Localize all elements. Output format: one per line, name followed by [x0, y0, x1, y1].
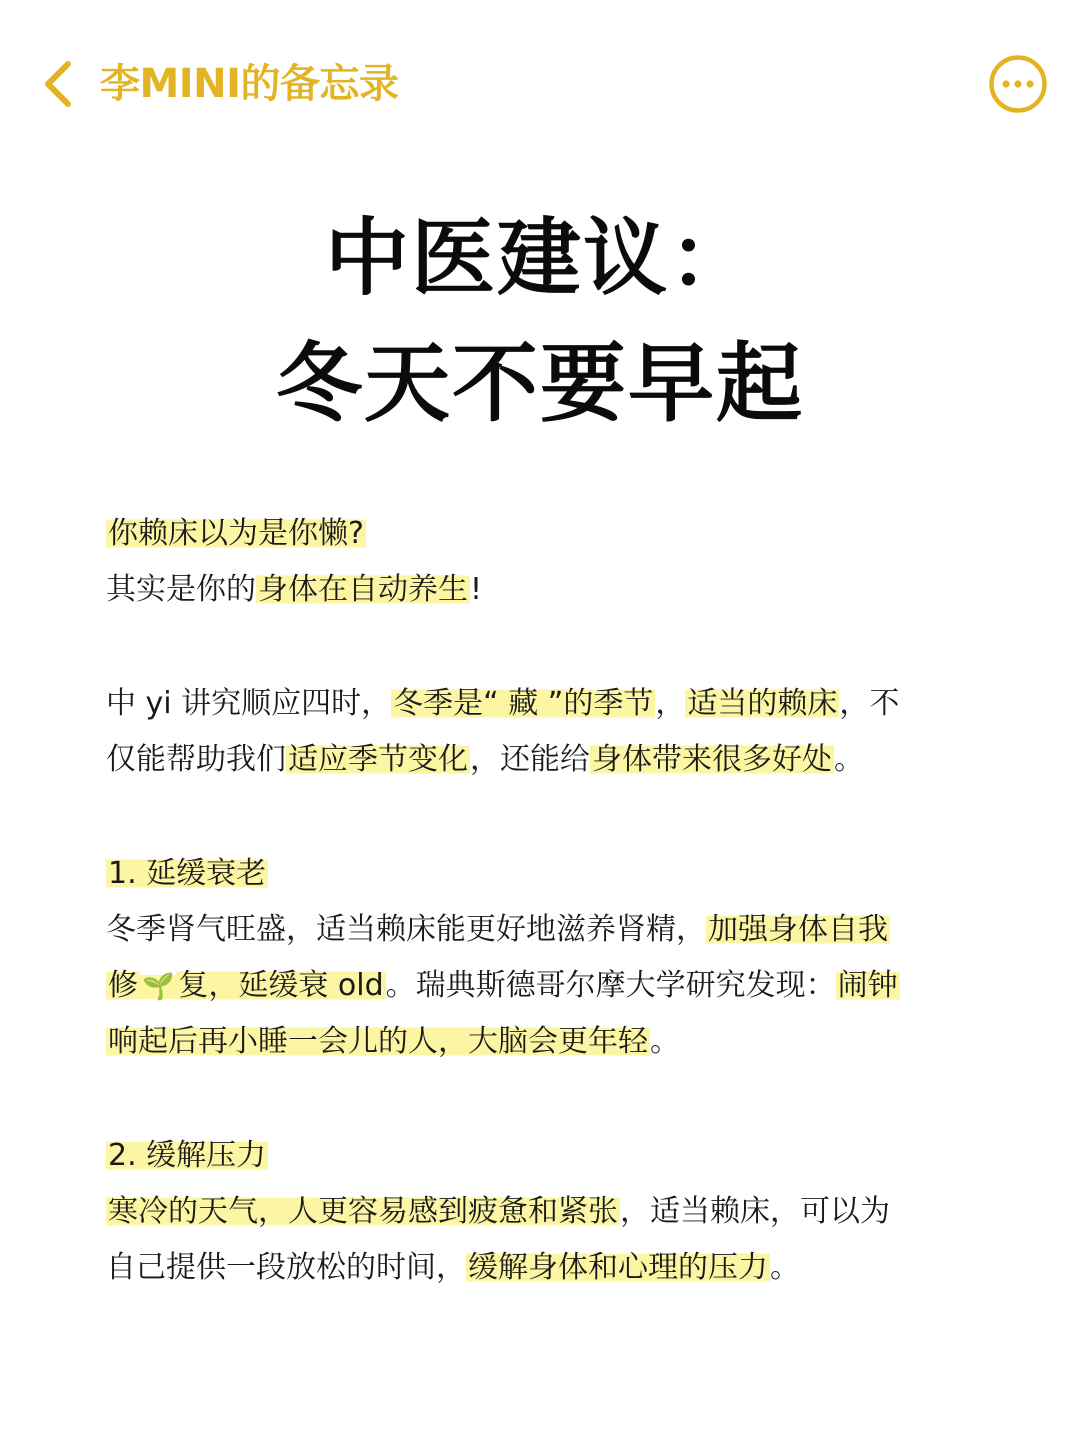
body-text: 。瑞典斯德哥尔摩大学研究发现：: [385, 968, 836, 1003]
section-heading: 2. 缓解压力: [108, 1138, 267, 1173]
body-text: 。: [834, 742, 864, 777]
highlighted-text: 缓解身体和心理的压力: [468, 1250, 768, 1285]
body-text: 自己提供一段放松的时间，: [106, 1250, 466, 1285]
highlighted-text: 复，延缓衰 old: [178, 968, 384, 1003]
section-2-line-2: [106, 1240, 986, 1296]
highlighted-text: 冬季是“ 藏 ”的季节: [393, 686, 654, 721]
section-heading: 1. 延缓衰老: [108, 856, 267, 891]
body-text: !: [470, 572, 483, 607]
body-text: 冬季肾气旺盛，适当赖床能更好地滋养肾精，: [106, 912, 706, 947]
body-text: 仅能帮助我们: [106, 742, 286, 777]
more-horizontal-icon[interactable]: [988, 54, 1048, 114]
body-text: ，不: [839, 686, 900, 721]
body-text: ，还能给: [470, 742, 590, 777]
highlighted-text: 你赖床以为是你懒?: [108, 516, 364, 551]
paragraph-2-line-1: [106, 676, 986, 732]
page-title-line-2: 冬天不要早起: [276, 334, 804, 434]
section-2-heading: [106, 1128, 986, 1184]
section-2-line-1: [106, 1184, 986, 1240]
paragraph-2-line-2: [106, 732, 986, 788]
highlighted-text: 修: [108, 968, 138, 1003]
highlighted-text: 适当的赖床: [687, 686, 838, 721]
highlighted-text: 身体在自动养生: [258, 572, 468, 607]
paragraph-1-line-1: [106, 506, 986, 562]
section-1-line-2: [106, 958, 986, 1014]
section-1-line-1: [106, 902, 986, 958]
highlighted-text: 响起后再小睡一会儿的人，大脑会更年轻: [108, 1024, 648, 1059]
paragraph-1-line-2: [106, 562, 986, 618]
page-title-line-1: 中医建议：: [324, 209, 755, 307]
highlighted-text: 适应季节变化: [288, 742, 468, 777]
highlighted-text: 寒冷的天气，人更容易感到疲惫和紧张: [108, 1194, 618, 1229]
body-text: 。: [770, 1250, 800, 1285]
body-text: ，适当赖床，可以为: [620, 1194, 890, 1229]
body-text: 中 yi 讲究顺应四时，: [106, 686, 392, 721]
seedling-icon: 🌱: [142, 972, 175, 1002]
chevron-left-icon[interactable]: [38, 58, 78, 110]
section-1-heading: [106, 846, 986, 902]
body-text: 。: [650, 1024, 680, 1059]
section-1-line-3: [106, 1014, 986, 1070]
note-body: [106, 506, 986, 1296]
body-text: ，: [655, 686, 686, 721]
highlighted-text: 闹钟: [837, 968, 898, 1003]
body-text: 其实是你的: [106, 572, 256, 607]
highlighted-text: 身体带来很多好处: [592, 742, 832, 777]
notebook-title: 李MINI的备忘录: [100, 61, 399, 107]
top-navigation-bar: [0, 0, 1080, 170]
highlighted-text: 加强身体自我: [708, 912, 888, 947]
